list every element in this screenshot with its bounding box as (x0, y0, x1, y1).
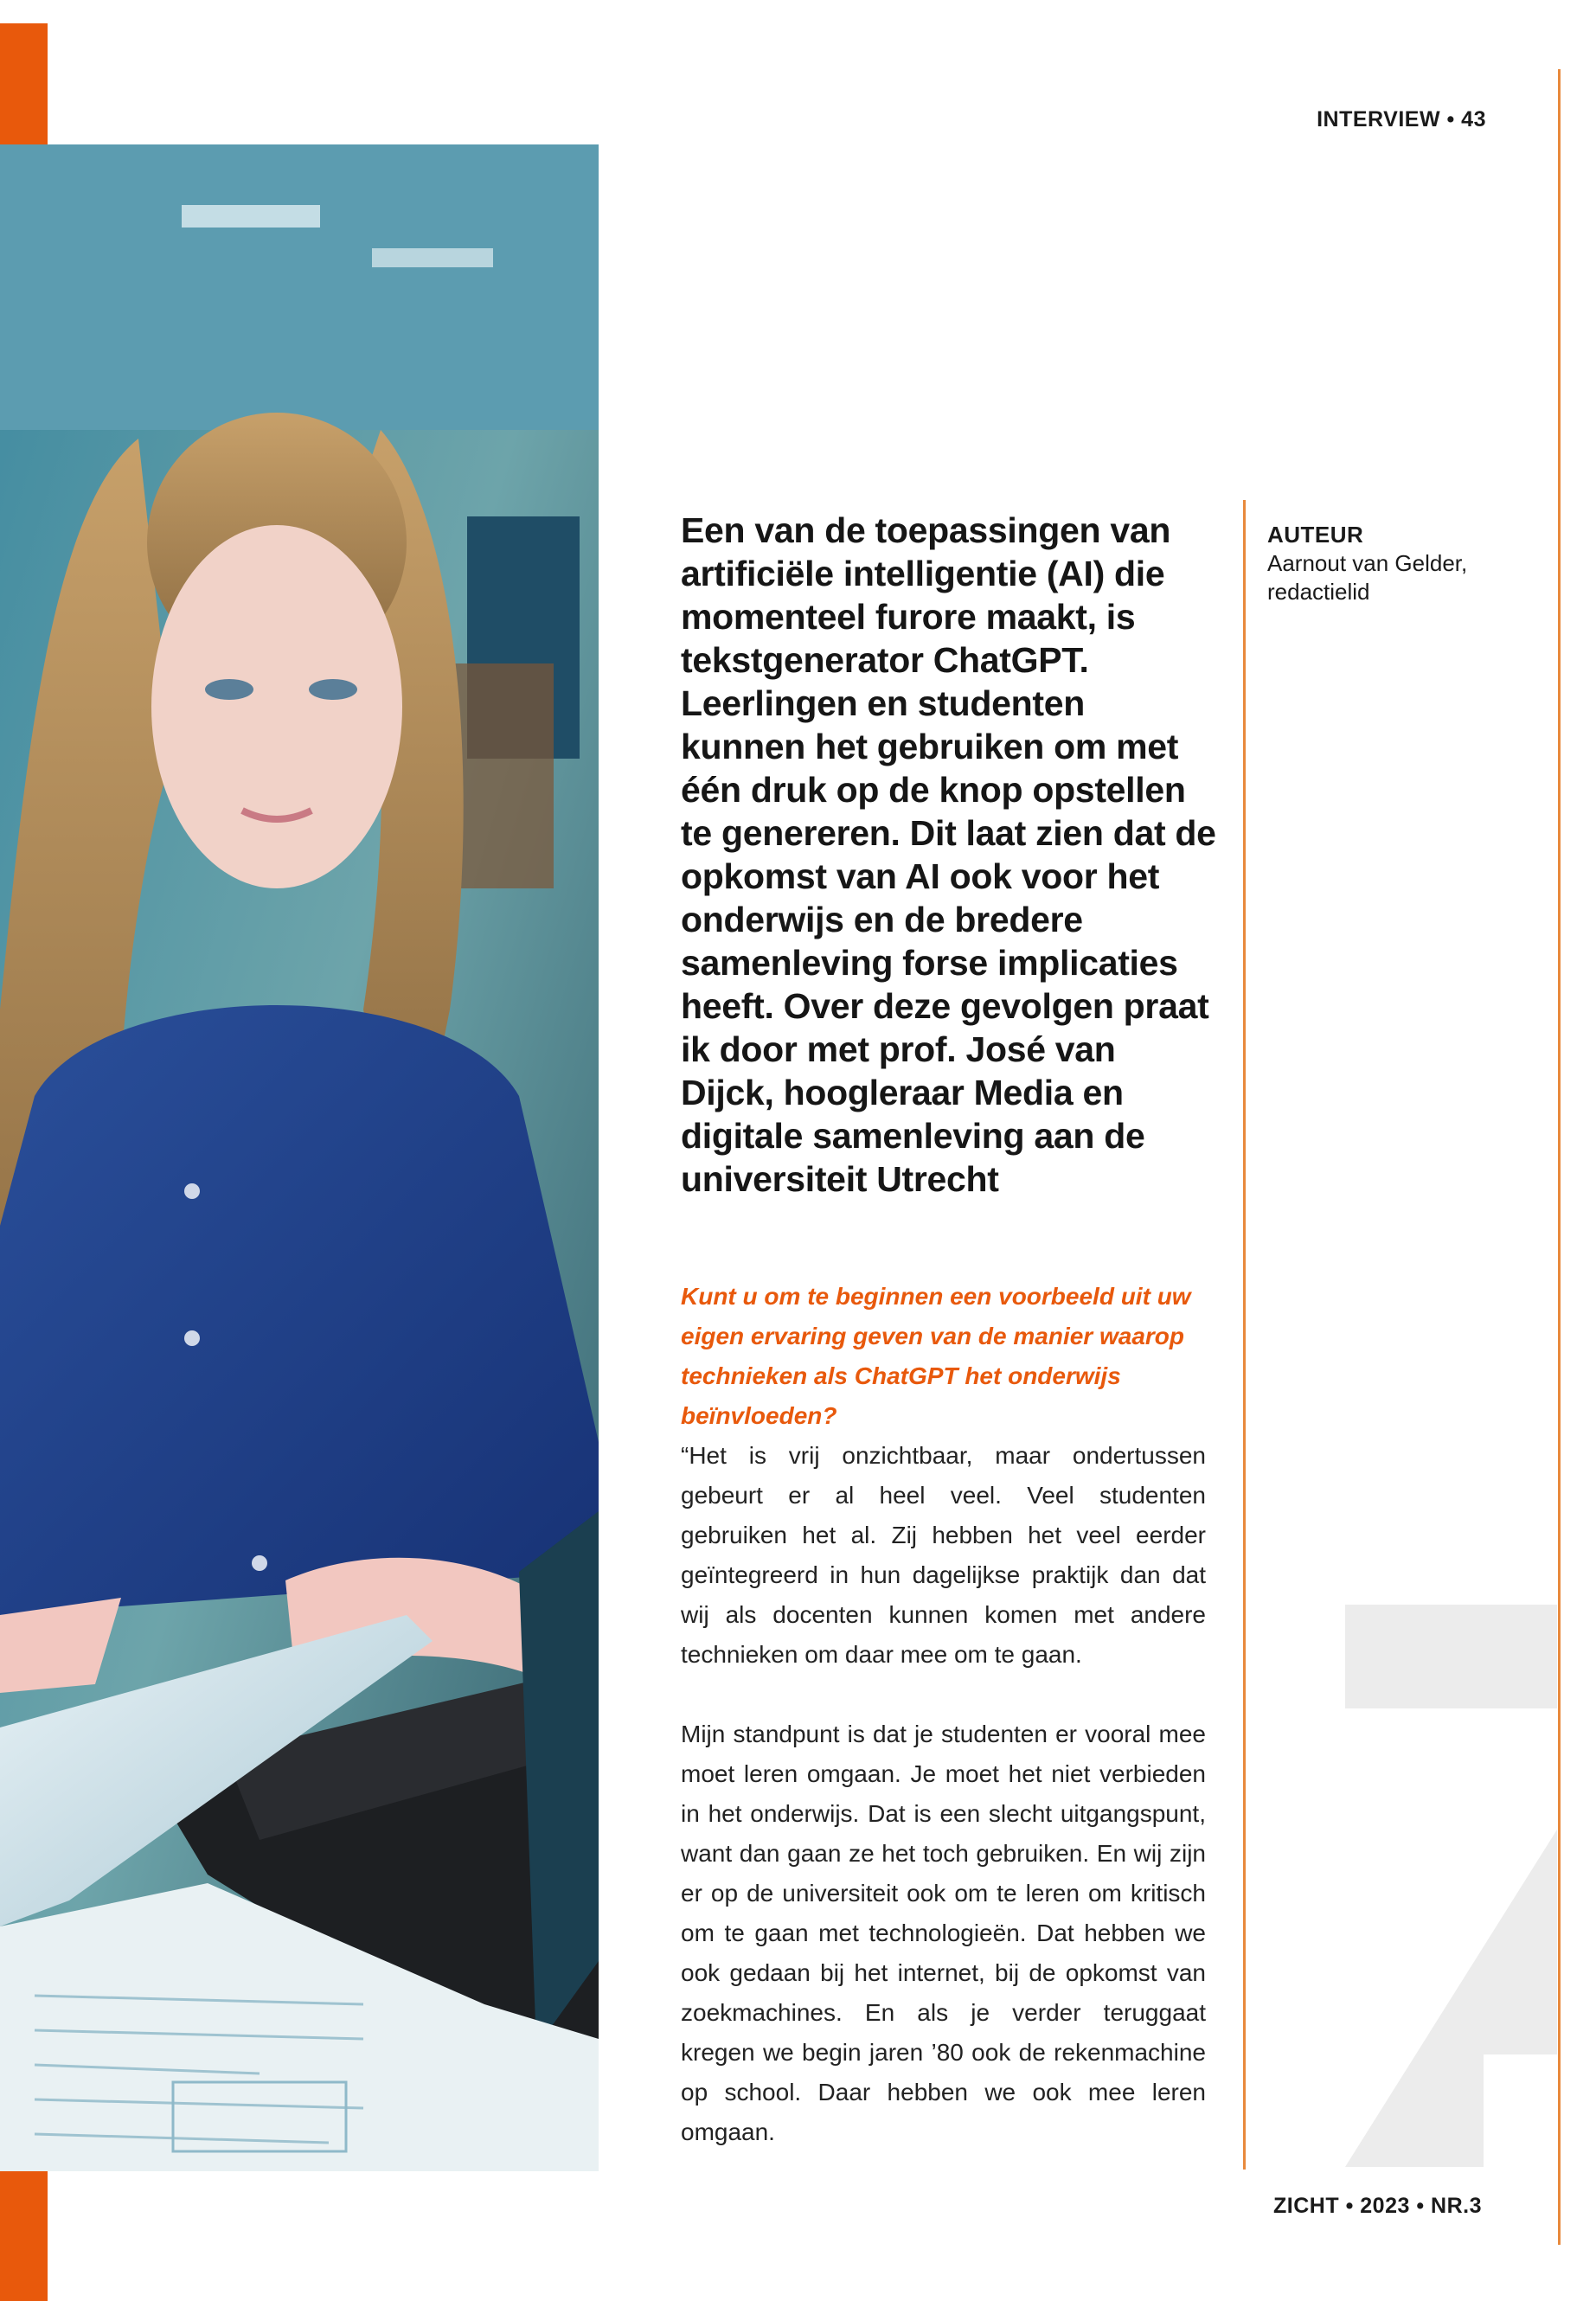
intro-lead: Een van de toepassingen van artificiële intelligentie (AI) die momenteel furore maakt, is tekstgenerator ChatGPT. Leerlingen en studenten kunnen het gebruiken om met één druk op de knop opstellen te genereren. Dit laat zien dat de opkomst van AI ook voor het onderwijs en de bredere samenleving forse implicaties heeft. Over deze gevolgen praat ik door met prof. José van Dijck, hoogleraar Media en digitale samenleving aan de universiteit Utrecht (681, 510, 1216, 1199)
student-laptop-photo (0, 144, 599, 2171)
orange-accent-bar-bottom (0, 2171, 48, 2301)
answer-paragraph-2: Mijn standpunt is dat je studenten er vooral mee moet leren omgaan. Je moet het niet verbieden in het onderwijs. Dat is een slecht uitgangspunt, want dan gaan ze het toch gebruiken. En wij zijn er op de universiteit ook om te leren om kritisch om te gaan met technologieën. Dat hebben we ook gedaan bij het internet, bij de opkomst van zoekmachines. En als je verder teruggaat kregen we begin jaren ’80 ook de rekenmachine op school. Daar hebben we ook mee leren omgaan. (681, 1721, 1206, 2145)
page-header: INTERVIEW • 43 (1317, 107, 1486, 131)
right-margin-rule (1558, 69, 1561, 2245)
author-name: Aarnout van Gelder, redactielid (1267, 550, 1468, 605)
interview-question: Kunt u om te beginnen een voorbeeld uit uw eigen ervaring geven van de manier waarop technieken als ChatGPT het onderwijs beïnvloeden? (681, 1283, 1191, 1429)
orange-accent-bar-top (0, 23, 48, 144)
decorative-z-graphic (1345, 1605, 1557, 2167)
author-block (1267, 521, 1527, 606)
page-footer: ZICHT • 2023 • NR.3 (1273, 2194, 1482, 2218)
column-divider-rule (1243, 500, 1246, 2170)
answer-paragraph-1: “Het is vrij onzichtbaar, maar ondertussen gebeurt er al heel veel. Veel studenten gebruiken het al. Zij hebben het veel eerder geïntegreerd in hun dagelijkse praktijk dan dat wij als docenten kunnen komen met andere technieken om daar mee om te gaan. (681, 1442, 1206, 1668)
author-label: AUTEUR (1267, 522, 1364, 548)
